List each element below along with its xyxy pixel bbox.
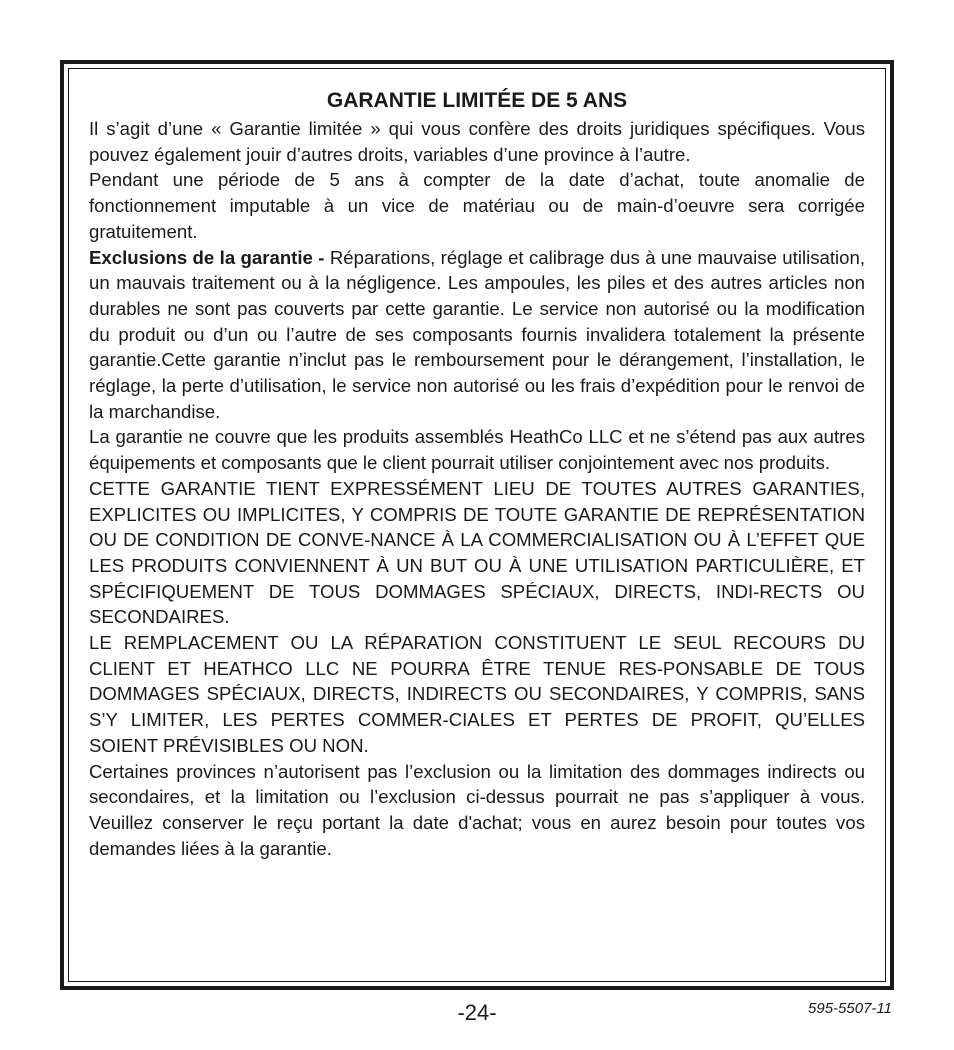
paragraph-provinces: Certaines provinces n’autorisent pas l’exclusion ou la limitation des dommages indirects ou secondaires, et la limitation ou l’exclusion ci-dessus pourrait ne pas s’appliquer à vous. Veuillez conserver le reçu portant la date d'achat; vous en aurez besoin pour toutes vos demandes liées à la garantie. bbox=[89, 760, 865, 859]
paragraph-disclaimer: CETTE GARANTIE TIENT EXPRESSÉMENT LIEU DE TOUTES AUTRES GARANTIES, EXPLICITES OU IMPLICITES, Y COMPRIS DE TOUTE GARANTIE DE REPRÉSENTATION OU DE CONDITION DE CONVE-NANCE À LA COMMERCIALISATION OU À L’EFFET QUE LES PRODUITS CONVIENNENT À UN BUT OU À UNE UTILISATION PARTICULIÈRE, ET SPÉCIFIQUEMENT DE TOUS DOMMAGES SPÉCIAUX, DIRECTS, INDI-RECTS OU SECONDAIRES. bbox=[89, 477, 865, 628]
warranty-content bbox=[89, 86, 865, 861]
paragraph-exclusions bbox=[89, 245, 865, 425]
paragraph-coverage: La garantie ne couvre que les produits assemblés HeathCo LLC et ne s’étend pas aux autres équipements et composants que le client pourrait utiliser conjointement avec nos produits. bbox=[89, 426, 865, 474]
warranty-title: GARANTIE LIMITÉE DE 5 ANS bbox=[326, 89, 628, 112]
paragraph-period: Pendant une période de 5 ans à compter de la date d’achat, toute anomalie de fonctionnement imputable à un vice de matériau ou de main-d’oeuvre sera corrigée gratuitement. bbox=[89, 169, 865, 242]
page-number: -24- bbox=[457, 1000, 497, 1025]
document-code: 595-5507-11 bbox=[808, 1000, 892, 1017]
paragraph-remedy: LE REMPLACEMENT OU LA RÉPARATION CONSTITUENT LE SEUL RECOURS DU CLIENT ET HEATHCO LLC NE POURRA ÊTRE TENUE RES-PONSABLE DE TOUS DOMMAGES SPÉCIAUX, DIRECTS, INDIRECTS OU SECONDAIRES, Y COMPRIS, SANS S’Y LIMITER, LES PERTES COMMER-CIALES ET PERTES DE PROFIT, QU’ELLES SOIENT PRÉVISIBLES OU NON. bbox=[89, 632, 865, 756]
paragraph-rights: Il s’agit d’une « Garantie limitée » qui vous confère des droits juridiques spécifiques. Vous pouvez également jouir d’autres droits, variables d’une province à l’autre. bbox=[89, 118, 865, 165]
exclusions-lead: Exclusions de la garantie - bbox=[89, 246, 325, 268]
exclusions-text: Réparations, réglage et calibrage dus à une mauvaise utilisation, un mauvais traitement ou à la négligence. Les ampoules, les piles et des autres articles non durables ne sont pas couverts par cette garantie. Le service non autorisé ou la modification du produit ou d’un ou l’autre de ses composants fournis invalidera totalement la présente garantie.Cette garantie n’inclut pas le remboursement pour le dérangement, l’installation, le réglage, la perte d’utilisation, le service non autorisé ou les frais d’expédition pour le renvoi de la marchandise. bbox=[89, 246, 865, 422]
